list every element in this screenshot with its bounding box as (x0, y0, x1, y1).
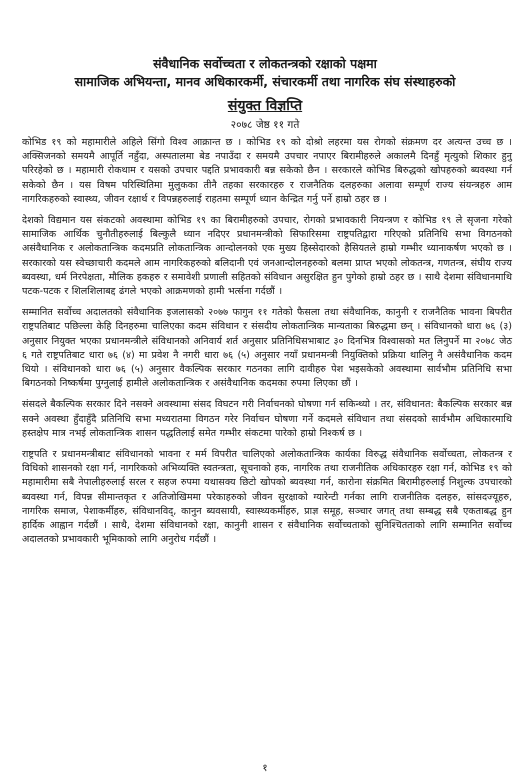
paragraph-1: कोभिड १९ को महामारीले अहिले सिंगो विश्व आक्रान्त छ । कोभिड १९ को दोश्रो लहरमा यस रोगको संक्रमण दर अत्यन्त उच्च छ । अक्सिजनको समयमै आपूर्ति नहुँदा, अस्पतालमा बेड नपाउँदा र समयमै उपचार नपाएर बिरामीहरुले अकालमै दिनहुँ मृत्युको शिकार हुनु परिरहेको छ । महामारी रोकथाम र यसको उपचार पद्दति प्रभावकारी बन्न सकेको छैन । सरकारले कोभिड बिरुद्धको खोपहरुको ब्यवस्था गर्न सकेको छैन । यस विषम परिस्थितिमा मुलुकका तीनै तहका सरकारहरु र राजनैतिक दलहरुका अलावा सम्पूर्ण राज्य संयन्त्रहरु आम नागरिकहरुको स्वास्थ्य, जीवन रक्षार्थ र विपन्नहरुलाई राहतमा सम्पूर्ण ध्यान केन्द्रित गर्नु पर्ने हाम्रो ठहर छ । (22, 137, 512, 205)
heading-line-2: सामाजिक अभियन्ता, मानव अधिकारकर्मी, संचारकर्मी तथा नागरिक संघ संस्थाहरुको (74, 74, 456, 89)
document-title: संयुक्त विज्ञप्ति (227, 98, 303, 114)
document-date: २०७८ जेष्ठ ११ गते (230, 119, 300, 131)
paragraph-3: सम्मानित सर्वोच्च अदालतको संवैधानिक इजलासको २०७७ फागुन ११ गतेको फैसला तथा संवैधानिक, कानुनी र राजनैतिक भावना बिपरीत राष्ट्रपतिबाट पछिल्ला केहि दिनहरुमा चालिएका कदम संविधान र संसदीय लोकतान्त्रिक मान्यताका बिरुद्धमा छन् । संविधानको धारा ७६ (३) अनुसार नियुक्त भएका प्रधानमन्त्रीले संविधानको अनिवार्य शर्त अनुसार प्रतिनिधिसभाबाट ३० दिनभित्र विश्वासको मत लिनुपर्ने मा २०७८ जेठ ६ गते राष्ट्रपतिबाट धारा ७६ (४) मा प्रवेश नै नगरी धारा ७६ (५) अनुसार नयाँ प्रधानमन्त्री नियुक्तिको प्रक्रिया थालिनु नै असंवैधानिक कदम थियो । संविधानको धारा ७६ (५) अनुसार वैकल्पिक सरकार गठनका लागि दावीहरु पेश भइसकेको अवस्थामा सार्वभौम प्रतिनिधि सभा बिगठनको निष्कर्षमा पुग्नुलाई हामीले अलोकतान्त्रिक र असंवैधानिक कदमका रुपमा लिएका छौं । (22, 307, 512, 390)
paragraph-4: संसदले बैकल्पिक सरकार दिने नसक्ने अवस्थामा संसद विघटन गरी निर्वाचनको घोषणा गर्न सकिन्थ्यो । तर, संविधानत: बैकल्पिक सरकार बन्न सक्ने अवस्था हुँदाहुँदै प्रतिनिधि सभा मध्यरातमा विगठन गरेर निर्वाचन घोषणा गर्ने कदमले संविधान तथा संसदको सार्वभौम अधिकारमाथि हस्तक्षेप मात्र नभई लोकतान्त्रिक शासन पद्धतिलाई समेत गम्भीर संकटमा पारेको हाम्रो निश्कर्ष छ । (22, 399, 512, 439)
document-body (22, 136, 512, 554)
paragraph-2: देशको विद्यमान यस संकटको अवस्थामा कोभिड १९ का बिरामीहरुको उपचार, रोगको प्रभावकारी नियन्त्रण र कोभिड १९ ले सृजना गरेको सामाजिक आर्थिक चुनौतीहरुलाई बिल्कुलै ध्यान नदिएर प्रधानमन्त्रीको सिफारिसमा राष्ट्रपतिद्वारा गरिएको प्रतिनिधि सभा विगठनको असंवैधानिक र अलोकतान्त्रिक कदमप्रति लोकतान्त्रिक आन्दोलनको एक मुख्य हिस्सेदारको हैसियतले हाम्रो गम्भीर ध्यानाकर्षण भएको छ । सरकारको यस स्वेच्छाचारी कदमले आम नागरिकहरुको बलिदानी एवं जनआन्दोलनहरुको बलमा प्राप्त भएको लोकतन्त्र, गणतन्त्र, संघीय राज्य ब्यवस्था, धर्म निरपेक्षता, मौलिक हकहरु र समावेशी प्रणाली सहितको संविधान असुरक्षित हुन पुगेको हाम्रो ठहर छ । साथै देशमा संविधानमाथि पटक-पटक र शिलशिलाबद्द ढंगले भएको आक्रमणको हामी भर्त्सना गर्दछौं । (22, 215, 512, 298)
page-number: १ (262, 763, 268, 774)
heading-line-1: संवैधानिक सर्वोच्चता र लोकतन्त्रको रक्षाको पक्षमा (153, 56, 377, 71)
paragraph-5: राष्ट्रपति र प्रधानमन्त्रीबाट संविधानको भावना र मर्म विपरीत चालिएको अलोकतान्त्रिक कार्यका विरुद्ध संवैधानिक सर्वोच्चता, लोकतन्त्र र विधिको शासनको रक्षा गर्न, नागरिकको अभिव्यक्ति स्वतन्त्रता, सूचनाको हक, नागरिक तथा राजनीतिक अधिकारहरु रक्षा गर्न, कोभिड १९ को महामारीमा सबै नेपालीहरुलाई सरल र सहज रुपमा यथासक्य छिटो खोपको ब्यवस्था गर्न, कारोना संक्रमित बिरामीहरुलाई निशुल्क उपचारको ब्यवस्था गर्न, विपन्न सीमान्तकृत र अतिजोखिममा परेकाहरुको जीवन सुरक्षाको ग्यारेन्टी गर्नका लागि राजनीतिक दलहरु, सांसदज्यूहरु, नागरिक समाज, पेशाकर्मीहरु, संविधानविद्, कानुन ब्यवसायी, स्वास्थ्यकर्मीहरु, प्राज्ञ समूह, सञ्चार जगत् तथा सम्बद्ध सबै एकताबद्ध हुन हार्दिक आह्वान गर्दछौं । साथै, देशमा संविधानको रक्षा, कानुनी शासन र संवैधानिक सर्वोच्चताको सुनिश्चितताको लागि सम्मानित सर्वोच्च अदालतको प्रभावकारी भूमिकाको लागि अनुरोध गर्दछौं । (22, 449, 512, 546)
